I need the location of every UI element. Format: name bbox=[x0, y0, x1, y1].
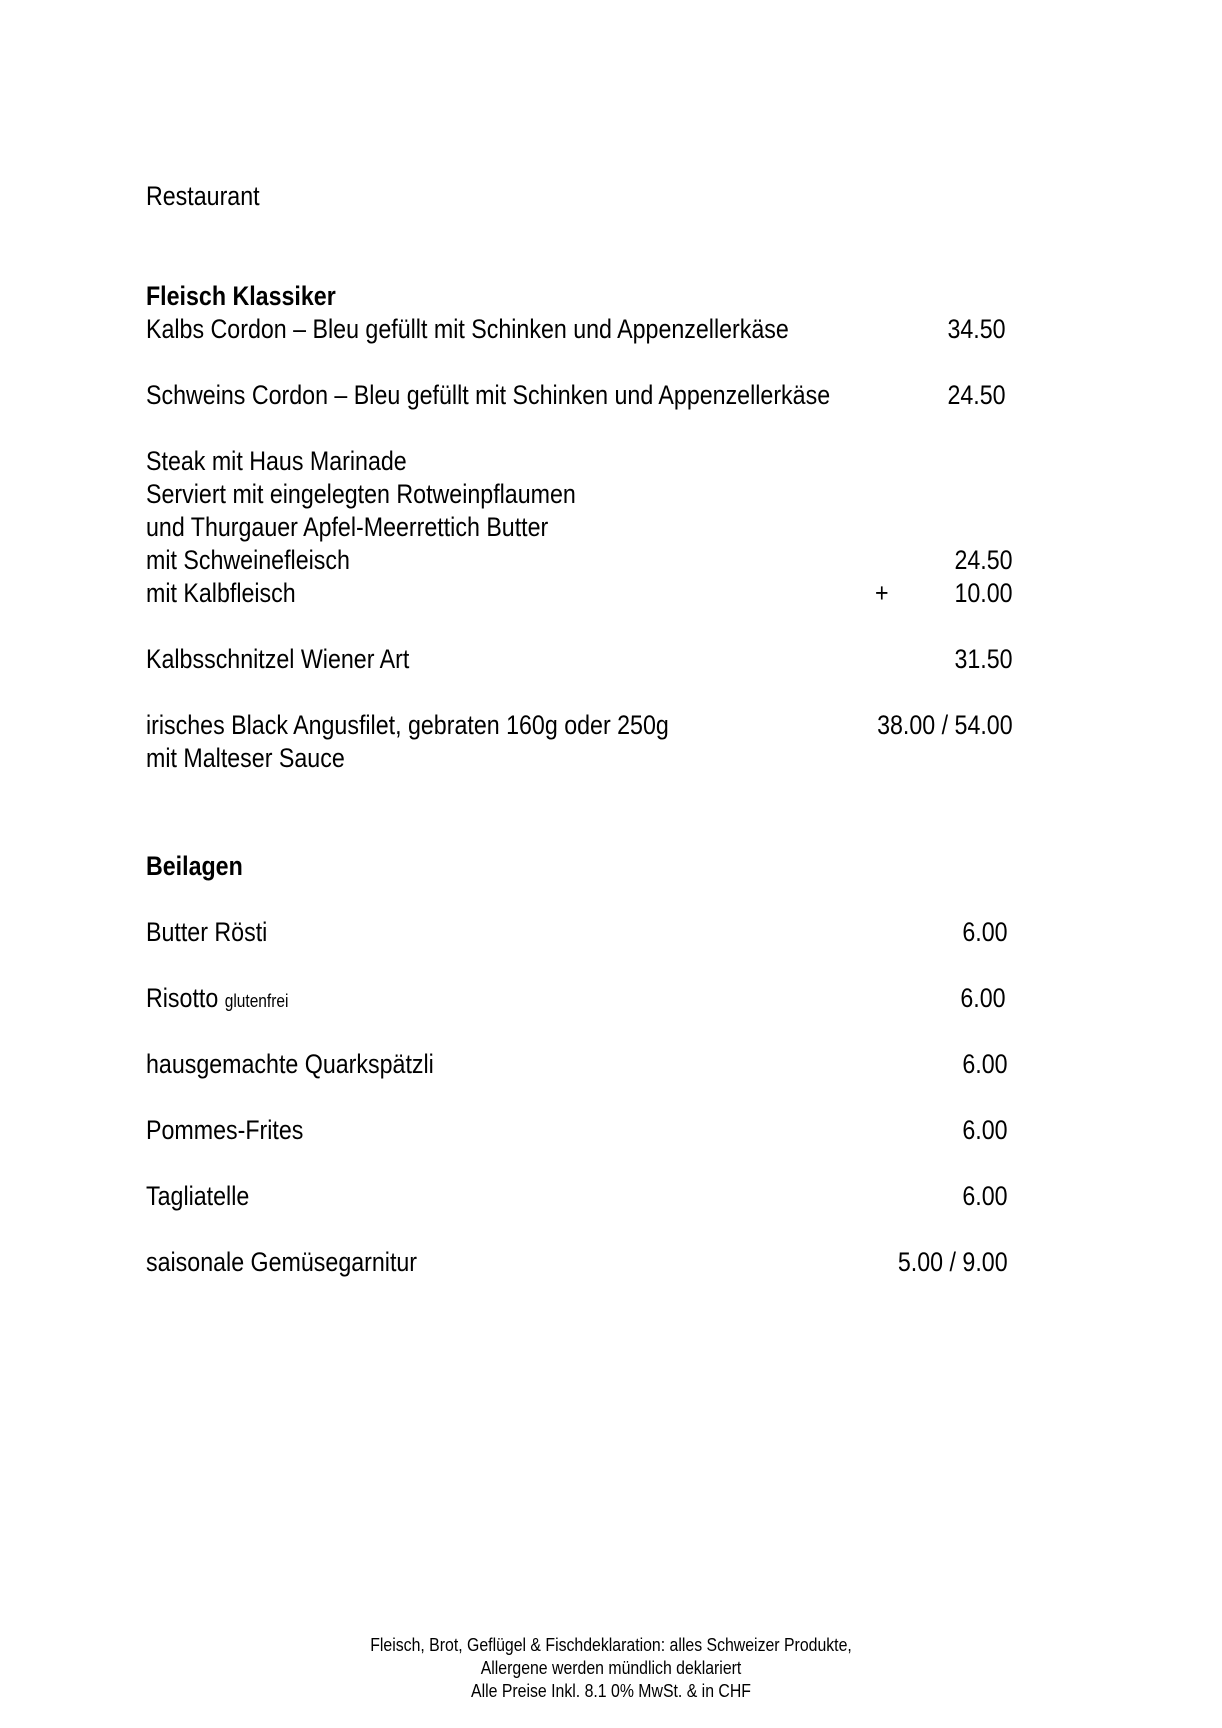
dish-angus-desc: mit Malteser Sauce bbox=[146, 743, 345, 773]
side-roesti-name: Butter Rösti bbox=[146, 917, 268, 947]
dish-steak-desc-2: und Thurgauer Apfel-Meerrettich Butter bbox=[146, 512, 549, 542]
dish-steak-option-schwein-price: 24.50 bbox=[954, 545, 1013, 575]
footer-prices-note: Alle Preise Inkl. 8.1 0% MwSt. & in CHF bbox=[471, 1681, 751, 1701]
side-gemuese-name: saisonale Gemüsegarnitur bbox=[146, 1247, 418, 1277]
dish-schnitzel-price: 31.50 bbox=[954, 644, 1013, 674]
dish-steak-name: Steak mit Haus Marinade bbox=[146, 446, 407, 476]
dish-steak-option-schwein: mit Schweinefleisch bbox=[146, 545, 350, 575]
side-pommes-name: Pommes-Frites bbox=[146, 1115, 304, 1145]
dish-angus-price: 38.00 / 54.00 bbox=[877, 710, 1013, 740]
side-gemuese-price: 5.00 / 9.00 bbox=[898, 1247, 1008, 1277]
page-title: Restaurant bbox=[146, 181, 260, 211]
dish-steak-desc-1: Serviert mit eingelegten Rotweinpflaumen bbox=[146, 479, 576, 509]
side-quarkspaetzli-name: hausgemachte Quarkspätzli bbox=[146, 1049, 434, 1079]
dish-steak-option-kalb: mit Kalbfleisch bbox=[146, 578, 296, 608]
side-quarkspaetzli-price: 6.00 bbox=[962, 1049, 1008, 1079]
dish-schweins-cordon-price: 24.50 bbox=[947, 380, 1006, 410]
dish-angus-name: irisches Black Angusfilet, gebraten 160g oder 250g bbox=[146, 710, 669, 740]
dish-steak-option-kalb-plus: + bbox=[875, 578, 889, 608]
dish-schnitzel-name: Kalbsschnitzel Wiener Art bbox=[146, 644, 410, 674]
dish-kalbs-cordon-name: Kalbs Cordon – Bleu gefüllt mit Schinken und Appenzellerkäse bbox=[146, 314, 789, 344]
side-roesti-price: 6.00 bbox=[962, 917, 1008, 947]
dish-kalbs-cordon-price: 34.50 bbox=[947, 314, 1006, 344]
dish-schweins-cordon-name: Schweins Cordon – Bleu gefüllt mit Schinken und Appenzellerkäse bbox=[146, 380, 831, 410]
section-heading-fleisch: Fleisch Klassiker bbox=[146, 281, 336, 311]
footer-declaration: Fleisch, Brot, Geflügel & Fischdeklaration: alles Schweizer Produkte, bbox=[370, 1635, 852, 1655]
side-risotto-label: Risotto bbox=[146, 983, 219, 1013]
side-tagliatelle-name: Tagliatelle bbox=[146, 1181, 250, 1211]
side-pommes-price: 6.00 bbox=[962, 1115, 1008, 1145]
side-risotto-note: glutenfrei bbox=[224, 991, 289, 1011]
side-tagliatelle-price: 6.00 bbox=[962, 1181, 1008, 1211]
dish-steak-option-kalb-price: 10.00 bbox=[954, 578, 1013, 608]
side-risotto-name bbox=[146, 982, 288, 1017]
footer-allergens: Allergene werden mündlich deklariert bbox=[480, 1658, 742, 1678]
side-risotto-price: 6.00 bbox=[960, 983, 1006, 1013]
section-heading-beilagen: Beilagen bbox=[146, 851, 243, 881]
